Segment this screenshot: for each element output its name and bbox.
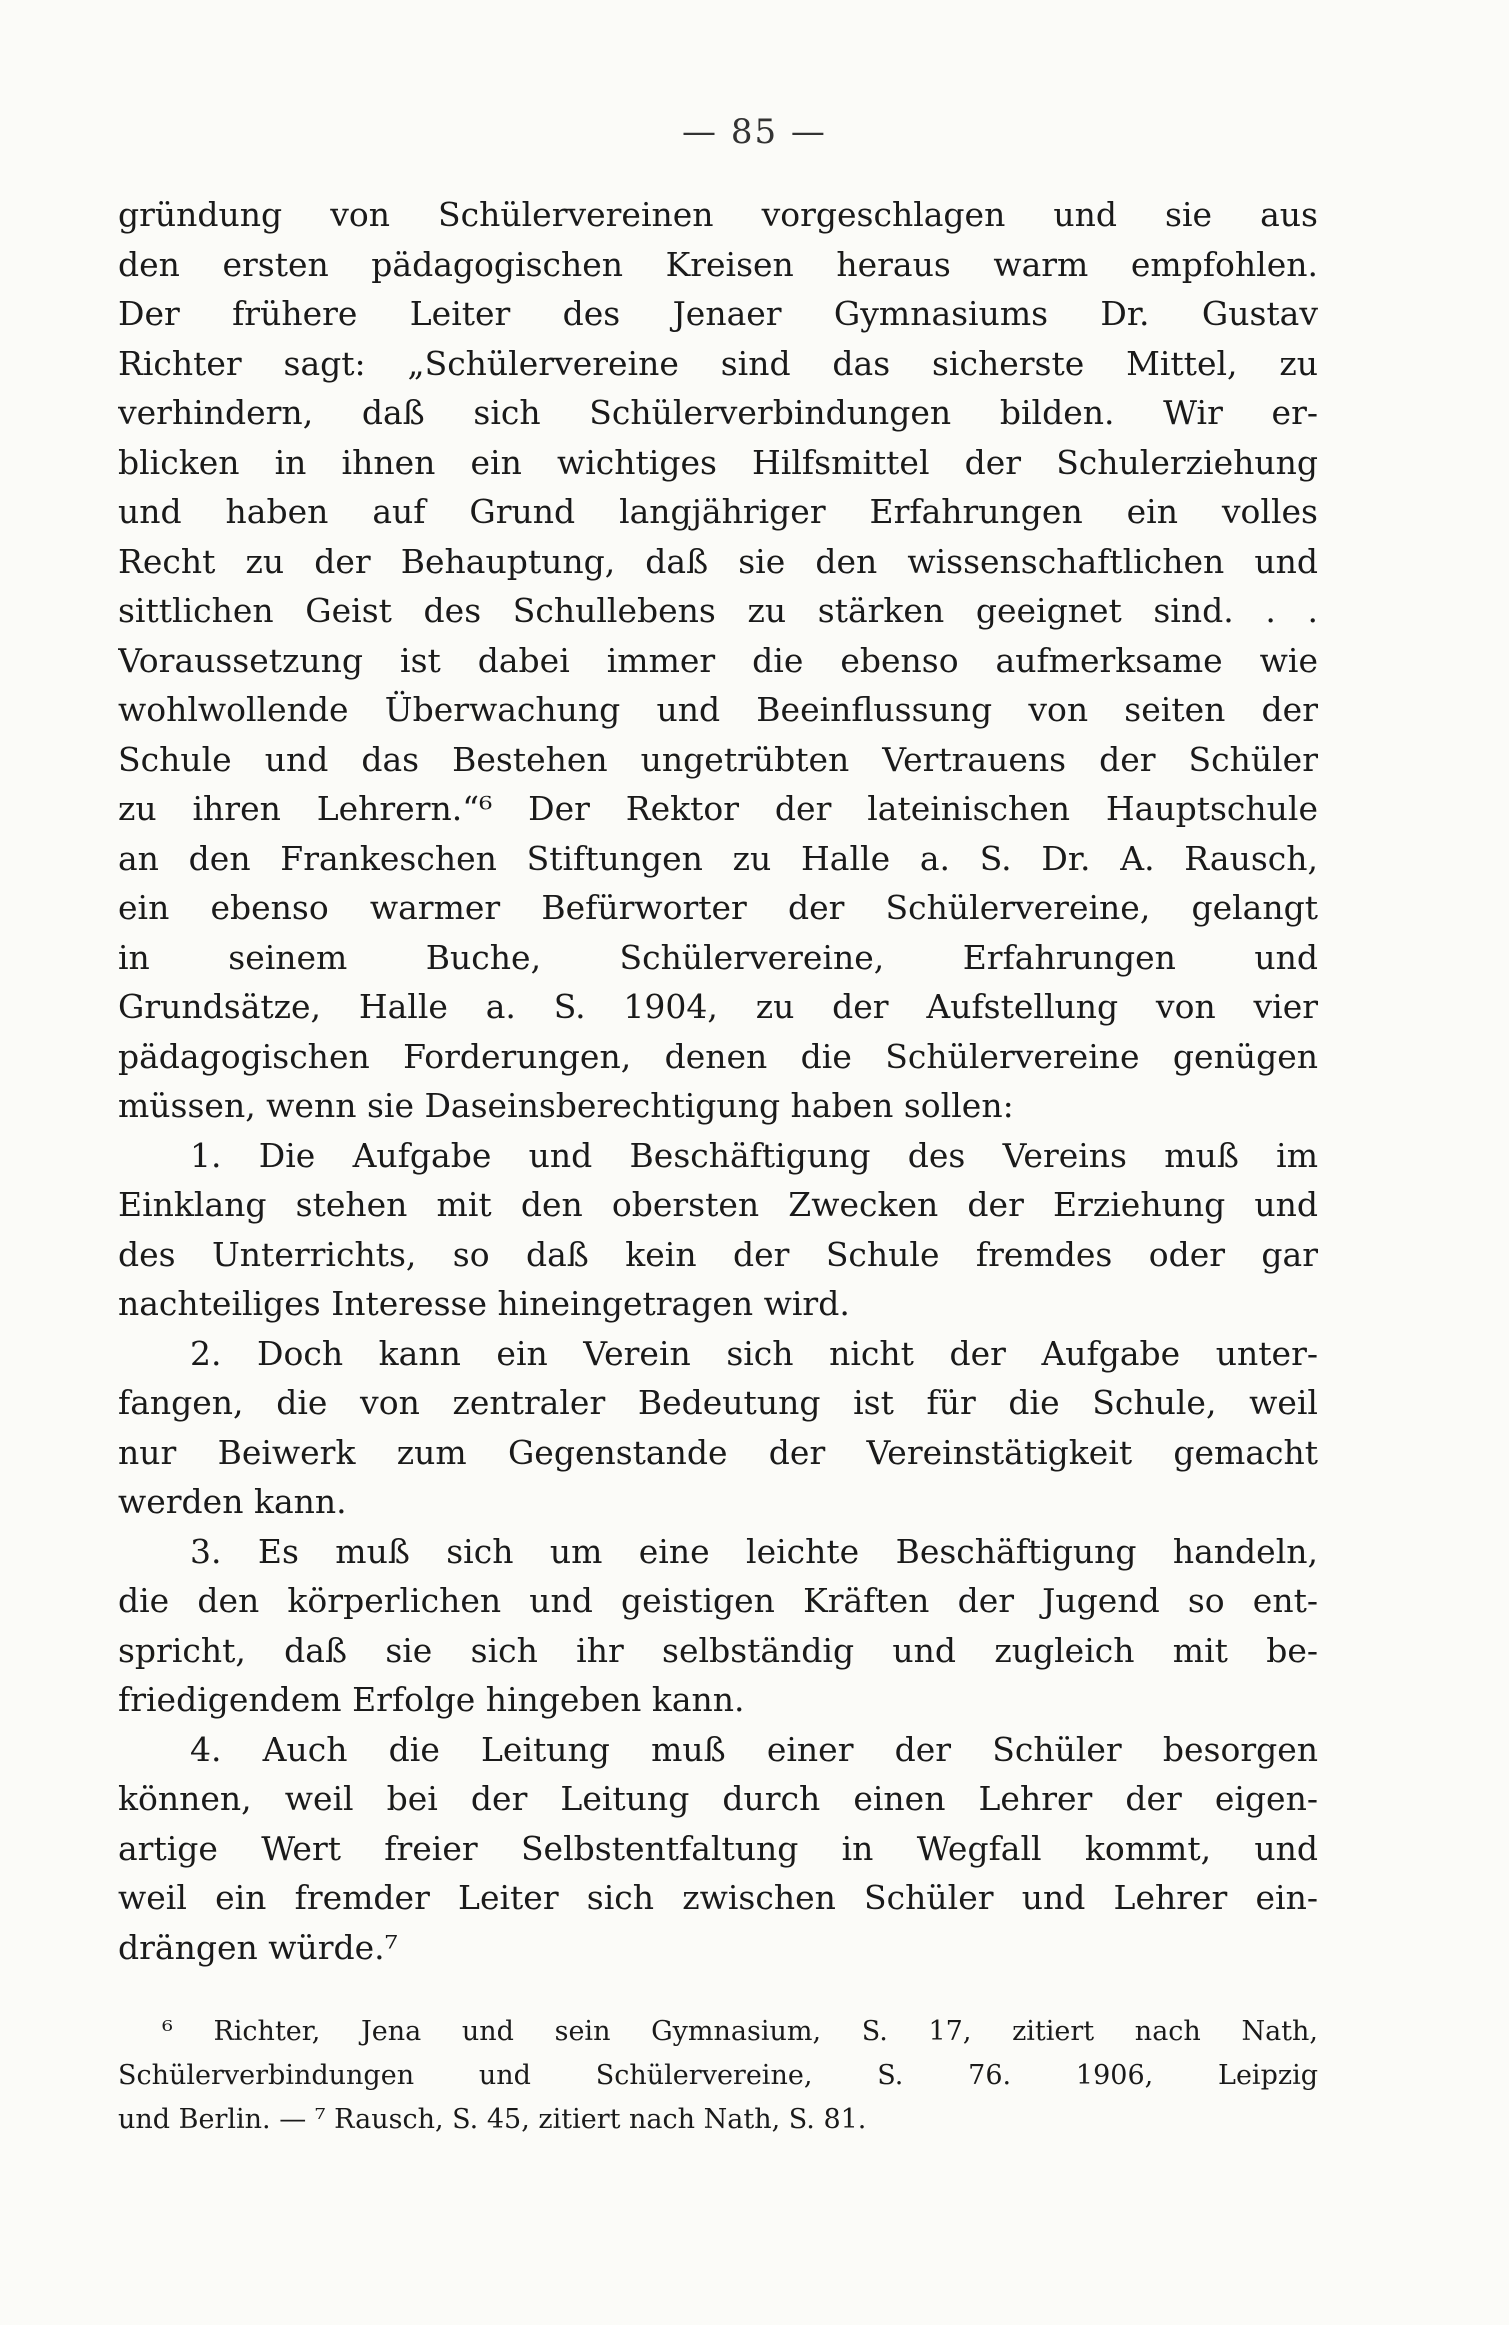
text-line: friedigendem Erfolge hingeben kann.: [118, 1680, 745, 1719]
text-line: fangen, die von zentraler Bedeutung ist für die Schule, weil: [118, 1383, 1318, 1422]
text-line: sittlichen Geist des Schullebens zu stärken geeignet sind. . .: [118, 591, 1318, 630]
footnote-line: und Berlin. — ⁷ Rausch, S. 45, zitiert nach Nath, S. 81.: [118, 2104, 867, 2135]
text-line: gründung von Schülervereinen vorgeschlagen und sie aus: [118, 195, 1318, 234]
text-line: ein ebenso warmer Befürworter der Schülervereine, gelangt: [118, 888, 1318, 927]
text-line: den ersten pädagogischen Kreisen heraus warm empfohlen.: [118, 244, 1318, 284]
text-line: Voraussetzung ist dabei immer die ebenso aufmerksame wie: [118, 640, 1318, 680]
text-line: in seinem Buche, Schülervereine, Erfahrungen und: [118, 937, 1318, 977]
text-line: werden kann.: [118, 1482, 347, 1521]
text-line: des Unterrichts, so daß kein der Schule fremdes oder gar: [118, 1234, 1318, 1274]
text-line: Richter sagt: „Schülervereine sind das sicherste Mittel, zu: [118, 343, 1318, 383]
text-line: 2. Doch kann ein Verein sich nicht der Aufgabe unter-: [190, 1333, 1318, 1373]
text-line: nachteiliges Interesse hineingetragen wird.: [118, 1284, 850, 1323]
text-line: pädagogischen Forderungen, denen die Schülervereine genügen: [118, 1036, 1318, 1076]
text-line: 4. Auch die Leitung muß einer der Schüler besorgen: [190, 1729, 1318, 1769]
text-line: können, weil bei der Leitung durch einen Lehrer der eigen-: [118, 1779, 1318, 1818]
text-line: drängen würde.⁷: [118, 1927, 398, 1967]
footnote-line: ⁶ Richter, Jena und sein Gymnasium, S. 17, zitiert nach Nath,: [162, 2016, 1318, 2047]
text-line: 3. Es muß sich um eine leichte Beschäftigung handeln,: [190, 1531, 1318, 1571]
text-line: Einklang stehen mit den obersten Zwecken der Erziehung und: [118, 1185, 1318, 1224]
text-line: blicken in ihnen ein wichtiges Hilfsmittel der Schulerziehung: [118, 442, 1318, 482]
footnote-line: Schülerverbindungen und Schülervereine, S. 76. 1906, Leipzig: [118, 2060, 1318, 2091]
text-line: artige Wert freier Selbstentfaltung in Wegfall kommt, und: [118, 1828, 1318, 1868]
text-line: an den Frankeschen Stiftungen zu Halle a. S. Dr. A. Rausch,: [118, 838, 1318, 878]
text-line: die den körperlichen und geistigen Kräften der Jugend so ent-: [118, 1581, 1318, 1620]
text-line: zu ihren Lehrern.“⁶ Der Rektor der lateinischen Hauptschule: [118, 789, 1318, 828]
text-line: Recht zu der Behauptung, daß sie den wissenschaftlichen und: [118, 541, 1318, 581]
text-line: Schule und das Bestehen ungetrübten Vertrauens der Schüler: [118, 739, 1318, 779]
text-line: nur Beiwerk zum Gegenstande der Vereinstätigkeit gemacht: [118, 1432, 1318, 1472]
text-line: und haben auf Grund langjähriger Erfahrungen ein volles: [118, 492, 1318, 531]
text-line: weil ein fremder Leiter sich zwischen Schüler und Lehrer ein-: [118, 1878, 1318, 1917]
text-line: spricht, daß sie sich ihr selbständig und zugleich mit be-: [118, 1630, 1318, 1670]
text-line: verhindern, daß sich Schülerverbindungen bilden. Wir er-: [118, 393, 1318, 432]
text-line: Grundsätze, Halle a. S. 1904, zu der Aufstellung von vier: [118, 987, 1318, 1026]
text-line: wohlwollende Überwachung und Beeinflussung von seiten der: [118, 690, 1318, 729]
text-line: Der frühere Leiter des Jenaer Gymnasiums Dr. Gustav: [118, 294, 1318, 333]
page-number: — 85 —: [682, 112, 827, 152]
body-text: [118, 190, 1318, 1972]
text-line: müssen, wenn sie Daseinsberechtigung haben sollen:: [118, 1086, 1014, 1125]
text-line: 1. Die Aufgabe und Beschäftigung des Vereins muß im: [190, 1135, 1318, 1175]
footnotes: [118, 2010, 1318, 2142]
